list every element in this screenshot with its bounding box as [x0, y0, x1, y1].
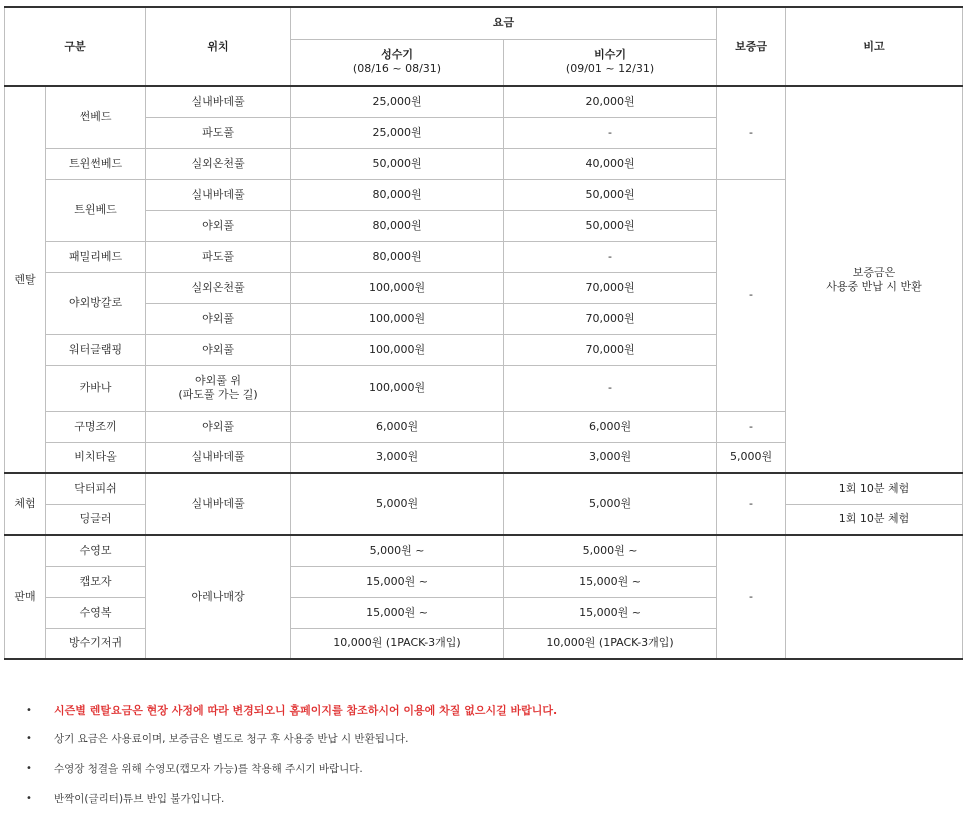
item-name: 카바나 [46, 365, 146, 411]
offpeak-price: 5,000원 [504, 473, 717, 535]
offpeak-price: 70,000원 [504, 334, 717, 365]
location-cell: 실내바데풀 [146, 473, 291, 535]
remarks-cell: 1회 10분 체험 [786, 504, 963, 535]
item-name: 트윈베드 [46, 179, 146, 241]
note-item [26, 761, 557, 783]
peak-price: 3,000원 [291, 442, 504, 473]
deposit-cell: - [717, 473, 786, 535]
peak-price: 100,000원 [291, 365, 504, 411]
bullet-icon: • [26, 763, 32, 774]
item-name: 수영복 [46, 597, 146, 628]
location-cell: 야외풀 [146, 411, 291, 442]
location-cell: 파도풀 [146, 241, 291, 272]
remarks-cell [786, 535, 963, 659]
location-cell: 야외풀 [146, 334, 291, 365]
table-row [5, 473, 963, 504]
item-name: 수영모 [46, 535, 146, 566]
item-name: 야외방갈로 [46, 272, 146, 334]
note-item [26, 791, 557, 813]
peak-price: 15,000원 ~ [291, 597, 504, 628]
location-cell: 실내바데풀 [146, 442, 291, 473]
remarks-rental-line1: 보증금은 [852, 265, 896, 279]
header-peak-title: 성수기 [381, 48, 413, 62]
group-experience: 체험 [5, 473, 46, 535]
header-fee: 요금 [291, 7, 717, 39]
remarks-cell: 1회 10분 체험 [786, 473, 963, 504]
item-name: 닥터피쉬 [46, 473, 146, 504]
location-line: (파도풀 가는 길) [178, 388, 258, 401]
item-name: 캡모자 [46, 566, 146, 597]
peak-price: 5,000원 [291, 473, 504, 535]
item-name: 딩글러 [46, 504, 146, 535]
offpeak-price: 3,000원 [504, 442, 717, 473]
location-cell: 야외풀 [146, 303, 291, 334]
group-rental: 렌탈 [5, 86, 46, 473]
note-text: 수영장 청결을 위해 수영모(캡모자 가능)를 착용해 주시기 바랍니다. [54, 763, 363, 775]
deposit-cell: - [717, 86, 786, 179]
deposit-cell: 5,000원 [717, 442, 786, 473]
rental-price-table [4, 6, 963, 660]
header-category: 구분 [5, 7, 146, 86]
location-cell: 아레나매장 [146, 535, 291, 659]
note-item [26, 703, 557, 725]
header-peak-period: (08/16 ~ 08/31) [352, 62, 442, 76]
header-remarks: 비고 [786, 7, 963, 86]
remarks-rental-line2: 사용중 반납 시 반환 [826, 279, 922, 293]
deposit-cell: - [717, 535, 786, 659]
notes-list [26, 703, 557, 821]
bullet-icon: • [26, 705, 32, 716]
location-cell: 실내바데풀 [146, 179, 291, 210]
header-location: 위치 [146, 7, 291, 86]
item-name: 비치타올 [46, 442, 146, 473]
offpeak-price: 10,000원 (1PACK-3개입) [504, 628, 717, 659]
offpeak-price: 15,000원 ~ [504, 566, 717, 597]
peak-price: 80,000원 [291, 179, 504, 210]
offpeak-price: 15,000원 ~ [504, 597, 717, 628]
offpeak-price: 40,000원 [504, 148, 717, 179]
item-name: 방수기저귀 [46, 628, 146, 659]
location-cell: 파도풀 [146, 117, 291, 148]
peak-price: 50,000원 [291, 148, 504, 179]
peak-price: 6,000원 [291, 411, 504, 442]
header-offpeak-period: (09/01 ~ 12/31) [565, 62, 655, 76]
offpeak-price: 50,000원 [504, 179, 717, 210]
item-name: 워터글램핑 [46, 334, 146, 365]
table-row [5, 86, 963, 117]
offpeak-price: - [504, 241, 717, 272]
note-text: 상기 요금은 사용료이며, 보증금은 별도로 청구 후 사용중 반납 시 반환됩니다. [54, 733, 409, 745]
header-offpeak [504, 39, 717, 86]
header-offpeak-title: 비수기 [594, 48, 626, 62]
peak-price: 100,000원 [291, 303, 504, 334]
offpeak-price: 6,000원 [504, 411, 717, 442]
offpeak-price: - [504, 365, 717, 411]
deposit-cell: - [717, 411, 786, 442]
offpeak-price: 20,000원 [504, 86, 717, 117]
peak-price: 25,000원 [291, 86, 504, 117]
item-name: 구명조끼 [46, 411, 146, 442]
peak-price: 100,000원 [291, 272, 504, 303]
item-name: 썬베드 [46, 86, 146, 148]
offpeak-price: 70,000원 [504, 303, 717, 334]
group-sale: 판매 [5, 535, 46, 659]
note-text: 반짝이(글리터)튜브 반입 불가입니다. [54, 793, 225, 805]
deposit-cell: - [717, 179, 786, 411]
offpeak-price: - [504, 117, 717, 148]
peak-price: 10,000원 (1PACK-3개입) [291, 628, 504, 659]
location-line: 야외풀 위 [195, 374, 242, 387]
location-cell: 실외온천풀 [146, 272, 291, 303]
table-row [5, 535, 963, 566]
peak-price: 25,000원 [291, 117, 504, 148]
location-cell [146, 365, 291, 411]
bullet-icon: • [26, 733, 32, 744]
peak-price: 100,000원 [291, 334, 504, 365]
header-deposit: 보증금 [717, 7, 786, 86]
peak-price: 15,000원 ~ [291, 566, 504, 597]
offpeak-price: 70,000원 [504, 272, 717, 303]
remarks-rental [786, 86, 963, 473]
peak-price: 80,000원 [291, 210, 504, 241]
item-name: 트윈썬베드 [46, 148, 146, 179]
header-peak [291, 39, 504, 86]
note-item [26, 731, 557, 753]
item-name: 패밀리베드 [46, 241, 146, 272]
location-cell: 실내바데풀 [146, 86, 291, 117]
location-cell: 실외온천풀 [146, 148, 291, 179]
bullet-icon: • [26, 793, 32, 804]
note-highlight: 시즌별 렌탈요금은 현장 사정에 따라 변경되오니 홈페이지를 참조하시어 이용에 차질 없으시길 바랍니다. [54, 704, 558, 717]
location-cell: 야외풀 [146, 210, 291, 241]
peak-price: 5,000원 ~ [291, 535, 504, 566]
offpeak-price: 50,000원 [504, 210, 717, 241]
offpeak-price: 5,000원 ~ [504, 535, 717, 566]
peak-price: 80,000원 [291, 241, 504, 272]
